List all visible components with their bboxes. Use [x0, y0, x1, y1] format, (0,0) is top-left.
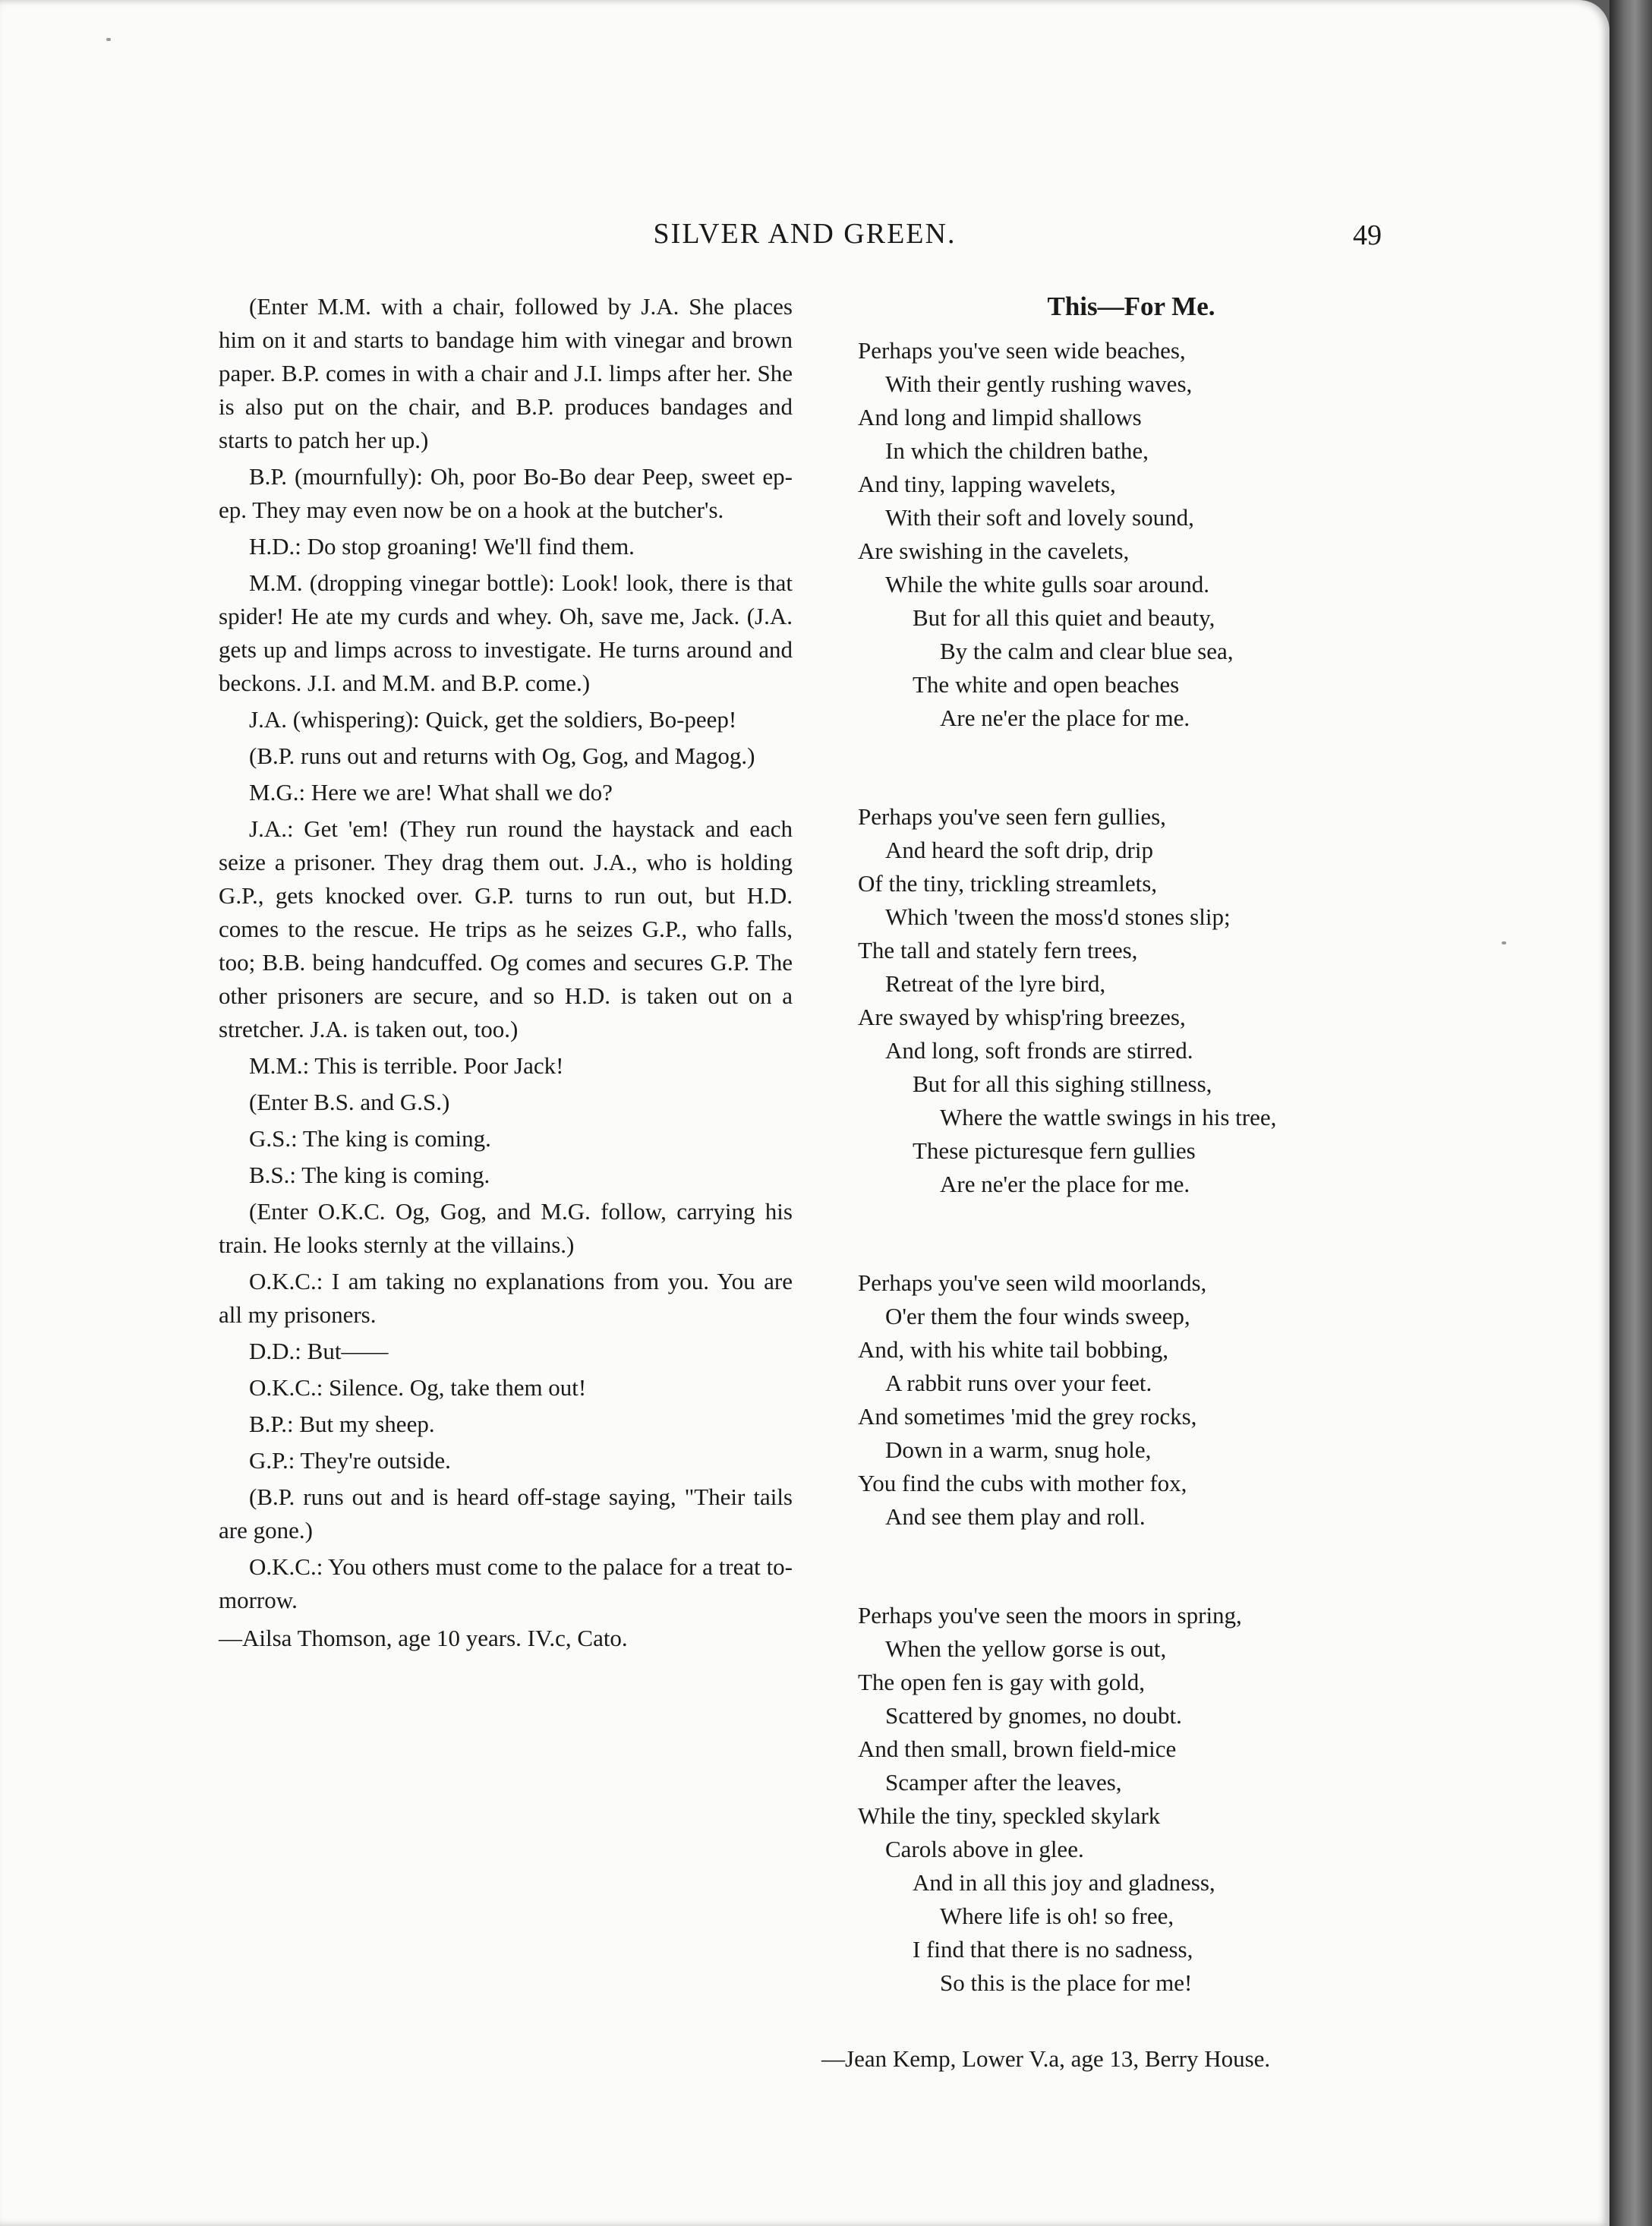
poem-column [821, 290, 1389, 2076]
poem-line: Are swishing in the cavelets, [858, 538, 1130, 564]
play-paragraph: (Enter O.K.C. Og, Gog, and M.G. follow, carrying his train. He looks sternly at the villains.) [219, 1198, 793, 1258]
poem-line: Carols above in glee. [885, 1836, 1084, 1862]
poem-line: Scattered by gnomes, no doubt. [885, 1702, 1182, 1729]
play-paragraph: (Enter M.M. with a chair, followed by J.A. She places him on it and starts to bandage him with vinegar and brown paper. B.P. comes in with a chair and J.I. limps after her. She is also put on the chair, and B.P. produces bandages and starts to patch her up.) [219, 293, 793, 453]
poem-line: And sometimes 'mid the grey rocks, [858, 1403, 1197, 1430]
poem-line: The open fen is gay with gold, [858, 1669, 1145, 1695]
play-paragraph: (B.P. runs out and is heard off-stage saying, "Their tails are gone.) [219, 1483, 793, 1543]
play-paragraph: G.S.: The king is coming. [249, 1125, 491, 1152]
poem-line: A rabbit runs over your feet. [885, 1370, 1152, 1396]
poem-line: Where the wattle swings in his tree, [940, 1104, 1277, 1130]
poem-line: The white and open beaches [913, 671, 1180, 698]
play-paragraph: O.K.C.: I am taking no explanations from you. You are all my prisoners. [219, 1268, 793, 1328]
poem-line: Perhaps you've seen the moors in spring, [858, 1602, 1242, 1629]
poem-line: Down in a warm, snug hole, [885, 1436, 1152, 1463]
page-number: 49 [1353, 219, 1382, 251]
play-paragraph: B.P.: But my sheep. [249, 1411, 435, 1437]
poem-line: In which the children bathe, [885, 437, 1149, 464]
play-paragraph: M.M. (dropping vinegar bottle): Look! look, there is that spider! He ate my curds and whey. Oh, save me, Jack. (J.A. gets up and limps across to investigate. He turns around and beckons. J.I. and M.M. and B.P. come.) [219, 569, 793, 696]
poem-line: But for all this quiet and beauty, [913, 604, 1215, 631]
poem-line: You find the cubs with mother fox, [858, 1470, 1187, 1496]
poem-line: Of the tiny, trickling streamlets, [858, 870, 1158, 897]
poem-line: These picturesque fern gullies [913, 1137, 1196, 1164]
play-paragraph: G.P.: They're outside. [249, 1447, 451, 1474]
poem-line: And then small, brown field-mice [858, 1736, 1177, 1762]
poem-author-credit: —Jean Kemp, Lower V.a, age 13, Berry House. [821, 2045, 1271, 2072]
poem-stanza-2 [843, 800, 1389, 1201]
poem-line: Are swayed by whisp'ring breezes, [858, 1004, 1186, 1030]
poem-line: Perhaps you've seen wild moorlands, [858, 1269, 1207, 1296]
play-paragraph: D.D.: But—— [249, 1338, 389, 1364]
scan-speck [1502, 941, 1506, 944]
play-paragraph: J.A.: Get 'em! (They run round the haystack and each seize a prisoner. They drag them out. J.A., who is holding G.P., gets knocked over. G.P. turns to run out, but H.D. comes to the rescue. He trips as he seizes G.P., who falls, too; B.B. being handcuffed. Og comes and secures G.P. The other prisoners are secure, and so H.D. is taken out on a stretcher. J.A. is taken out, too.) [219, 815, 793, 1042]
poem-line: O'er them the four winds sweep, [885, 1303, 1190, 1329]
poem-line: With their soft and lovely sound, [885, 504, 1194, 531]
poem-line: I find that there is no sadness, [913, 1936, 1193, 1963]
poem-line: Which 'tween the moss'd stones slip; [885, 903, 1231, 930]
poem-line: Perhaps you've seen wide beaches, [858, 337, 1186, 364]
poem-line: And long and limpid shallows [858, 404, 1142, 430]
poem-line: While the tiny, speckled skylark [858, 1802, 1161, 1829]
poem-line: Retreat of the lyre bird, [885, 970, 1106, 997]
poem-line: And long, soft fronds are stirred. [885, 1037, 1193, 1064]
poem-stanza-3 [843, 1266, 1389, 1534]
poem-line: Are ne'er the place for me. [940, 1171, 1190, 1197]
poem-stanza-4 [843, 1599, 1389, 2000]
poem-line: And heard the soft drip, drip [885, 837, 1153, 863]
poem-line: And in all this joy and gladness, [913, 1869, 1215, 1896]
play-column [219, 290, 793, 1658]
poem-line: And tiny, lapping wavelets, [858, 471, 1116, 497]
poem-line: But for all this sighing stillness, [913, 1070, 1212, 1097]
poem-stanza-1 [843, 334, 1389, 735]
poem-line: So this is the place for me! [940, 1969, 1193, 1996]
play-paragraph: (Enter B.S. and G.S.) [249, 1089, 450, 1115]
poem-title: This—For Me. [1047, 292, 1215, 321]
poem-line: With their gently rushing waves, [885, 370, 1193, 397]
poem-line: And see them play and roll. [885, 1503, 1146, 1530]
play-paragraph: O.K.C.: You others must come to the palace for a treat to-morrow. [219, 1553, 793, 1613]
play-paragraph: (B.P. runs out and returns with Og, Gog, and Magog.) [249, 743, 755, 769]
play-paragraph: B.P. (mournfully): Oh, poor Bo-Bo dear Peep, sweet ep-ep. They may even now be on a hook at the butcher's. [219, 463, 793, 523]
poem-line: Where life is oh! so free, [940, 1903, 1174, 1929]
play-paragraph: H.D.: Do stop groaning! We'll find them. [249, 533, 635, 560]
play-paragraph: B.S.: The king is coming. [249, 1162, 490, 1188]
play-paragraph: M.G.: Here we are! What shall we do? [249, 779, 613, 806]
play-paragraph: J.A. (whispering): Quick, get the soldiers, Bo-peep! [249, 706, 737, 733]
poem-line: While the white gulls soar around. [885, 571, 1210, 597]
book-edge [1609, 0, 1652, 2226]
scan-speck [106, 38, 111, 41]
poem-line: And, with his white tail bobbing, [858, 1336, 1169, 1363]
poem-line: By the calm and clear blue sea, [940, 638, 1234, 664]
play-paragraph: O.K.C.: Silence. Og, take them out! [249, 1374, 587, 1401]
poem-line: Perhaps you've seen fern gullies, [858, 803, 1166, 830]
poem-line: Are ne'er the place for me. [940, 705, 1190, 731]
poem-line: Scamper after the leaves, [885, 1769, 1122, 1796]
play-author-credit: —Ailsa Thomson, age 10 years. IV.c, Cato. [219, 1625, 628, 1651]
play-paragraph: M.M.: This is terrible. Poor Jack! [249, 1052, 564, 1079]
running-title: SILVER AND GREEN. [653, 218, 957, 250]
poem-line: The tall and stately fern trees, [858, 937, 1138, 963]
poem-line: When the yellow gorse is out, [885, 1635, 1167, 1662]
